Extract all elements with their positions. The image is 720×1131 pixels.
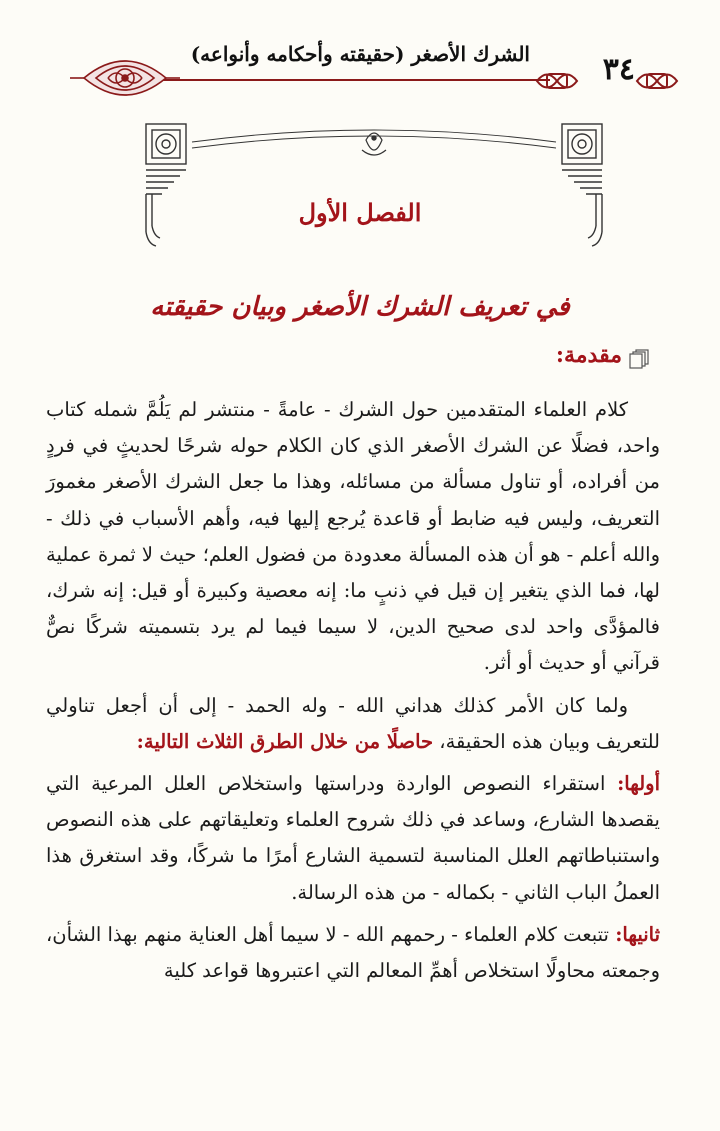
chapter-frame-ornament [140,120,608,260]
paragraph-2 [46,688,660,760]
paragraph-2-text: ولما كان الأمر كذلك هداني الله - وله الحمد - إلى أن أجعل تناولي للتعريف وبيان هذه الحقيقة، [46,693,660,753]
first-method-text: استقراء النصوص الواردة ودراستها واستخلاص العلل المرعية التي يقصدها الشارع، وساعد في ذلك شروح العلماء وتعليقاتهم على هذه النصوص واستنباطاتهم العلل المناسبة لتسمية الشارع أمرًا ما شركًا، وقد استغرق هذا العملُ الباب الثاني - بكماله - من هذه الرسالة. [46,772,660,904]
first-method-label: أولها: [617,772,660,796]
paragraph-second-method [46,917,660,989]
document-stack-icon [628,348,650,370]
running-header [30,38,690,108]
chapter-title: الفصل الأول [298,198,422,227]
arabesque-medallion-icon [70,50,180,106]
paragraph-1: كلام العلماء المتقدمين حول الشرك - عامةً - منتشر لم يَلُمَّ شمله كتاب واحد، فضلًا عن الشرك الأصغر الذي كان الكلام حوله شرحًا لحديثٍ في فردٍ من أفراده، أو تناول مسألة من مسائله، وهذا ما جعل الشرك الأصغر مغمورَ التعريف، وليس فيه ضابط أو قاعدة يُرجع إليها فيه، وأهم الأسباب في ذلك - والله أعلم - هو أن هذه المسألة معدودة من فضول العلم؛ حيث لا ثمرة عملية لها، فما الذي يتغير إن قيل في ذنبٍ ما: إنه معصية وكبيرة أو قيل: إنه شرك، فالمؤدَّى واحد لدى صحيح الدين، لا سيما فيما لم يرد بتسميته شركًا نصٌّ قرآني أو حديث أو أثر. [46,398,660,675]
paragraph-2-highlight: حاصلًا من خلال الطرق الثلاث التالية: [136,729,434,753]
knot-ornament-icon [532,66,682,96]
subheading-introduction: مقدمة: [555,342,622,368]
page-number: ٣٤ [602,52,635,87]
header-rule [125,79,550,81]
second-method-text: تتبعت كلام العلماء - رحمهم الله - لا سيما أهل العناية منهم بهذا الشأن، وجمعته محاولًا استخلاص أهمِّ المعالم التي اعتبروها قواعد كلية [46,922,660,983]
second-method-label: ثانيها: [615,922,660,946]
section-title: في تعريف الشرك الأصغر وبيان حقيقته [150,292,570,322]
body-text [46,392,660,995]
paragraph-first-method [46,766,660,911]
header-title: الشرك الأصغر (حقيقته وأحكامه وأنواعه) [190,42,530,66]
